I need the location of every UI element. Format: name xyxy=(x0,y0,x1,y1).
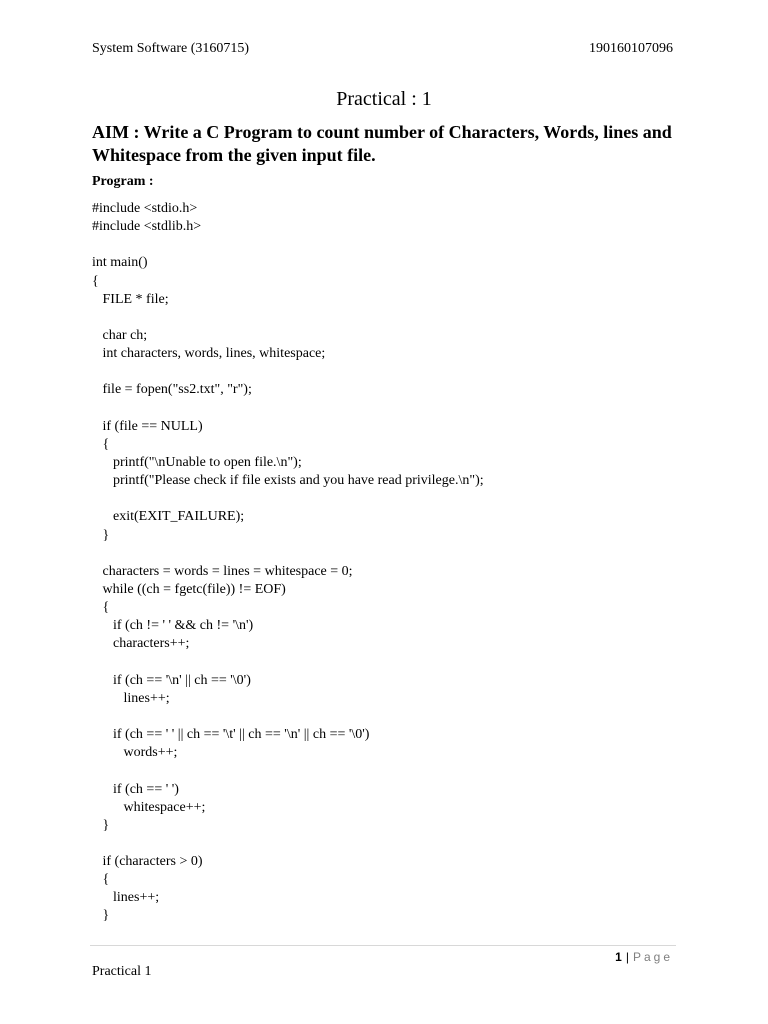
code-line xyxy=(92,545,484,563)
code-line: exit(EXIT_FAILURE); xyxy=(92,509,245,525)
code-line xyxy=(92,708,484,726)
code-line xyxy=(92,490,484,508)
code-line: { xyxy=(92,436,110,452)
code-line: file = fopen("ss2.txt", "r"); xyxy=(92,382,252,398)
code-block xyxy=(92,200,484,926)
footer-text: Practical 1 xyxy=(92,964,152,979)
page-number-value: 1 xyxy=(615,950,622,964)
header-enrollment-number: 190160107096 xyxy=(589,41,673,56)
code-line: { xyxy=(92,273,99,289)
page-number xyxy=(615,949,673,965)
code-line xyxy=(92,762,484,780)
aim-statement: AIM : Write a C Program to count number of Characters, Words, lines and Whitespace from the given input file. xyxy=(92,122,672,165)
code-line: if (characters > 0) xyxy=(92,854,203,870)
code-line xyxy=(92,835,484,853)
code-line: } xyxy=(92,817,110,833)
page-number-separator: | xyxy=(625,950,629,964)
code-line: printf("\nUnable to open file.\n"); xyxy=(92,454,302,470)
footer-divider xyxy=(90,945,676,946)
code-line: if (ch == ' ') xyxy=(92,781,179,797)
code-line xyxy=(92,363,484,381)
code-line xyxy=(92,654,484,672)
code-line: if (ch == ' ' || ch == '\t' || ch == '\n' || ch == '\0') xyxy=(92,727,370,743)
code-line xyxy=(92,400,484,418)
code-line: } xyxy=(92,527,110,543)
page-word: Page xyxy=(632,950,673,964)
code-line: whitespace++; xyxy=(92,799,206,815)
code-line: FILE * file; xyxy=(92,291,169,307)
code-line xyxy=(92,309,484,327)
code-line xyxy=(92,236,484,254)
code-line: if (file == NULL) xyxy=(92,418,203,434)
code-line: int characters, words, lines, whitespace; xyxy=(92,346,326,362)
code-line: { xyxy=(92,872,110,888)
code-line: int main() xyxy=(92,255,148,271)
code-line: lines++; xyxy=(92,690,170,706)
code-line: while ((ch = fgetc(file)) != EOF) xyxy=(92,581,286,597)
code-line: if (ch != ' ' && ch != '\n') xyxy=(92,618,254,634)
code-line: characters++; xyxy=(92,636,190,652)
header-subject: System Software (3160715) xyxy=(92,41,250,56)
code-line: lines++; xyxy=(92,890,160,906)
code-line: char ch; xyxy=(92,327,148,343)
code-line: #include <stdio.h> xyxy=(92,201,198,216)
code-line: characters = words = lines = whitespace = 0; xyxy=(92,563,353,579)
code-line: #include <stdlib.h> xyxy=(92,219,202,235)
code-line: if (ch == '\n' || ch == '\0') xyxy=(92,672,251,688)
code-line: } xyxy=(92,908,110,924)
code-line: printf("Please check if file exists and you have read privilege.\n"); xyxy=(92,473,484,489)
page-title: Practical : 1 xyxy=(336,88,432,110)
code-line: { xyxy=(92,600,110,616)
program-label: Program : xyxy=(92,174,154,189)
code-line: words++; xyxy=(92,745,178,761)
